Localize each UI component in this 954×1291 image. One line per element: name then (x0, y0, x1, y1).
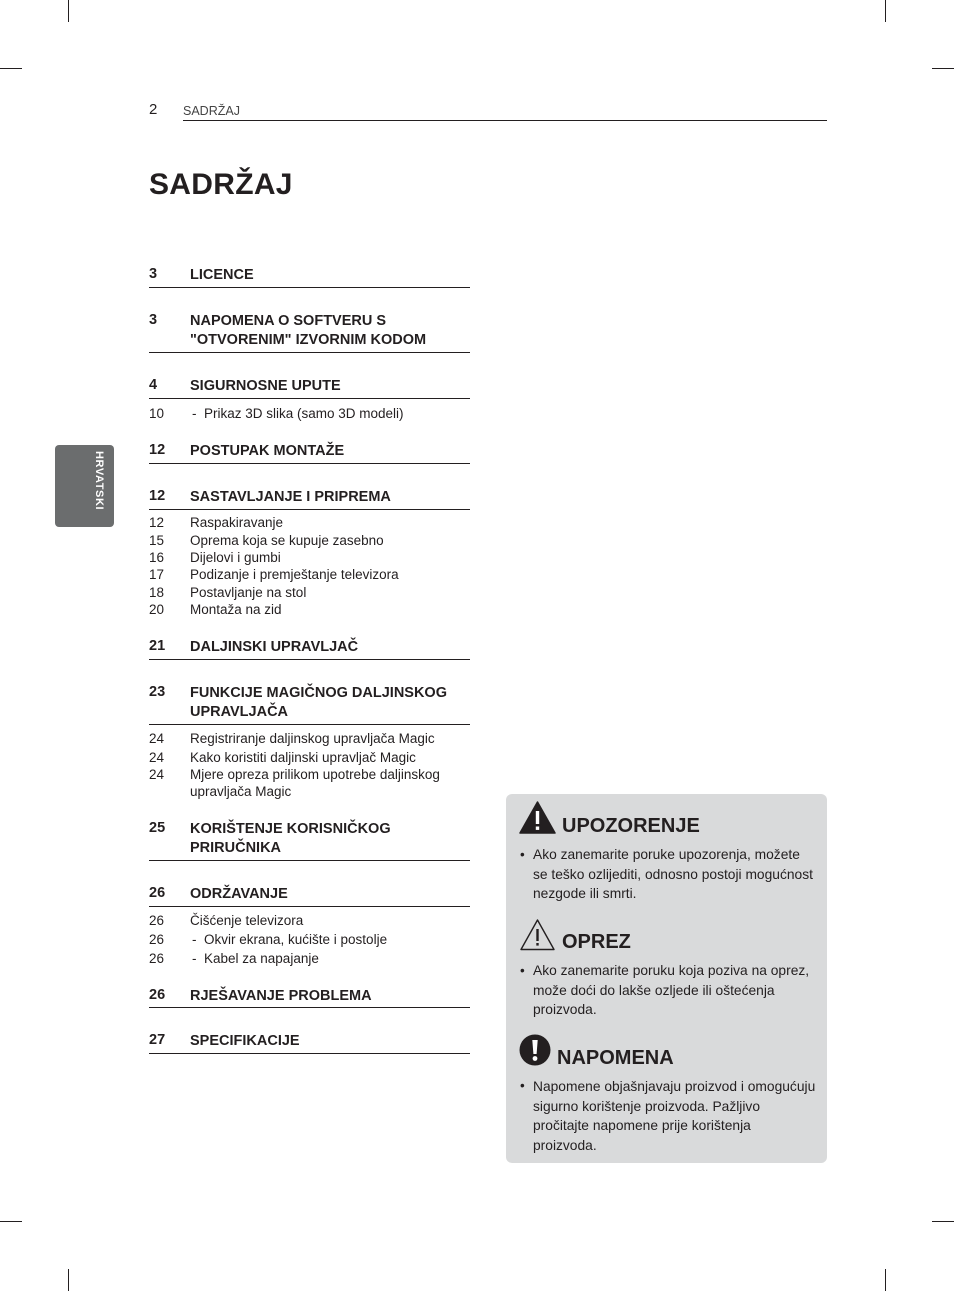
crop-mark (932, 68, 954, 69)
toc-subsection-title: Dijelovi i gumbi (190, 550, 281, 565)
toc-subsection-title: Raspakiravanje (190, 515, 284, 530)
toc-section-title: SPECIFIKACIJE (190, 1033, 300, 1049)
toc-subsection[interactable] (149, 549, 479, 567)
toc-page-number: 24 (149, 750, 165, 765)
crop-mark (932, 1221, 954, 1222)
toc-section-title: DALJINSKI UPRAVLJAČ (190, 639, 359, 655)
exclamation-circle-icon (519, 1034, 551, 1071)
toc-subsection[interactable] (149, 950, 479, 968)
toc-page-number: 4 (149, 377, 158, 393)
toc-page-number: 26 (149, 885, 166, 901)
crop-mark (0, 1221, 22, 1222)
toc-page-number: 15 (149, 533, 165, 548)
toc-page-number: 26 (149, 987, 166, 1003)
toc-subsection[interactable] (149, 584, 479, 602)
toc-section-title: LICENCE (190, 267, 254, 283)
toc-page-number: 24 (149, 767, 165, 782)
toc-page-number: 12 (149, 488, 166, 504)
toc-subsection[interactable] (149, 601, 479, 619)
notice-title-note: NAPOMENA (557, 1047, 674, 1069)
toc-page-number: 10 (149, 406, 165, 421)
toc-section[interactable] (149, 638, 470, 660)
toc-subsection-title: - Kabel za napajanje (192, 950, 482, 967)
toc-section-title: FUNKCIJE MAGIČNOG DALJINSKOG UPRAVLJAČA (190, 685, 447, 720)
warning-filled-icon (519, 801, 556, 839)
crop-mark (885, 0, 886, 22)
bullet: • (520, 1078, 525, 1093)
toc-section-title: RJEŠAVANJE PROBLEMA (190, 988, 372, 1004)
toc-subsection-title: Mjere opreza prilikom upotrebe daljinskog upravljača Magic (190, 767, 440, 799)
toc-page-number: 12 (149, 442, 166, 458)
notice-title-caution: OPREZ (562, 931, 631, 953)
toc-page-number: 25 (149, 820, 166, 836)
toc-section-title: ODRŽAVANJE (190, 886, 288, 902)
toc-page-number: 3 (149, 312, 158, 328)
toc-subsection[interactable] (149, 532, 479, 550)
header-page-number: 2 (149, 101, 158, 118)
notice-title-warning: UPOZORENJE (562, 815, 700, 837)
toc-page-number: 12 (149, 515, 165, 530)
language-tab (55, 445, 114, 527)
bullet: • (520, 963, 525, 978)
toc-subsection-title: Kako koristiti daljinski upravljač Magic (190, 750, 416, 765)
page-title: SADRŽAJ (149, 168, 293, 201)
toc-page-number: 26 (149, 932, 165, 947)
caution-outline-icon (519, 918, 556, 956)
toc-section[interactable] (149, 885, 470, 907)
toc-subsection-title: Oprema koja se kupuje zasebno (190, 533, 384, 548)
toc-section-title: SASTAVLJANJE I PRIPREMA (190, 489, 391, 505)
toc-page-number: 24 (149, 731, 165, 746)
toc-section-title: POSTUPAK MONTAŽE (190, 443, 345, 459)
notice-text-caution: Ako zanemarite poruku koja poziva na oprez, može doći do lakše ozljede ili oštećenja proizvoda. (533, 963, 810, 1017)
notice-text-note: Napomene objašnjavaju proizvod i omogućuju sigurno korištenje proizvoda. Pažljivo pročitajte napomene prije korištenja proizvoda. (533, 1079, 816, 1153)
toc-page-number: 16 (149, 550, 165, 565)
toc-page-number: 21 (149, 638, 166, 654)
toc-section[interactable] (149, 442, 470, 464)
toc-page-number: 23 (149, 684, 166, 700)
toc-subsection-title: Podizanje i premještanje televizora (190, 567, 399, 582)
toc-subsection[interactable] (149, 931, 479, 949)
toc-section[interactable] (149, 312, 470, 353)
notice-text-warning: Ako zanemarite poruke upozorenja, možete se teško ozlijediti, odnosno postoji mogućnost nezgode ili smrti. (533, 847, 813, 901)
toc-section-title: NAPOMENA O SOFTVERU S "OTVORENIM" IZVORNIM KODOM (190, 313, 427, 348)
toc-page-number: 27 (149, 1032, 166, 1048)
toc-section[interactable] (149, 1032, 470, 1054)
toc-section-title: KORIŠTENJE KORISNIČKOG PRIRUČNIKA (190, 821, 391, 856)
header-section-title: SADRŽAJ (183, 104, 240, 118)
toc-subsection-title: - Okvir ekrana, kućište i postolje (192, 931, 482, 948)
toc-section-title: SIGURNOSNE UPUTE (190, 378, 341, 394)
toc-subsection[interactable] (149, 566, 479, 584)
toc-page-number: 26 (149, 951, 165, 966)
header-rule (183, 120, 827, 121)
toc-page-number: 18 (149, 585, 165, 600)
toc-subsection[interactable] (149, 749, 479, 767)
language-tab-label: HRVATSKI (93, 451, 105, 511)
toc-page-number: 3 (149, 266, 158, 282)
toc-page-number: 20 (149, 602, 165, 617)
toc-section[interactable] (149, 820, 470, 861)
toc-section[interactable] (149, 684, 470, 725)
crop-mark (68, 0, 69, 22)
toc-subsection-title: Registriranje daljinskog upravljača Magic (190, 731, 435, 746)
crop-mark (68, 1269, 69, 1291)
toc-section[interactable] (149, 488, 470, 510)
bullet: • (520, 847, 525, 862)
toc-subsection[interactable] (149, 766, 479, 802)
crop-mark (0, 68, 22, 69)
toc-page-number: 26 (149, 913, 165, 928)
toc-subsection[interactable] (149, 730, 479, 748)
toc-section[interactable] (149, 377, 470, 399)
toc-subsection[interactable] (149, 912, 479, 930)
toc-subsection[interactable] (149, 514, 479, 532)
toc-subsection[interactable] (149, 405, 479, 423)
crop-mark (885, 1269, 886, 1291)
toc-section[interactable] (149, 266, 470, 288)
toc-subsection-title: Montaža na zid (190, 602, 282, 617)
toc-subsection-title: Čišćenje televizora (190, 913, 304, 928)
toc-section[interactable] (149, 987, 470, 1008)
toc-subsection-title: - Prikaz 3D slika (samo 3D modeli) (192, 405, 482, 422)
toc-page-number: 17 (149, 567, 165, 582)
toc-subsection-title: Postavljanje na stol (190, 585, 307, 600)
